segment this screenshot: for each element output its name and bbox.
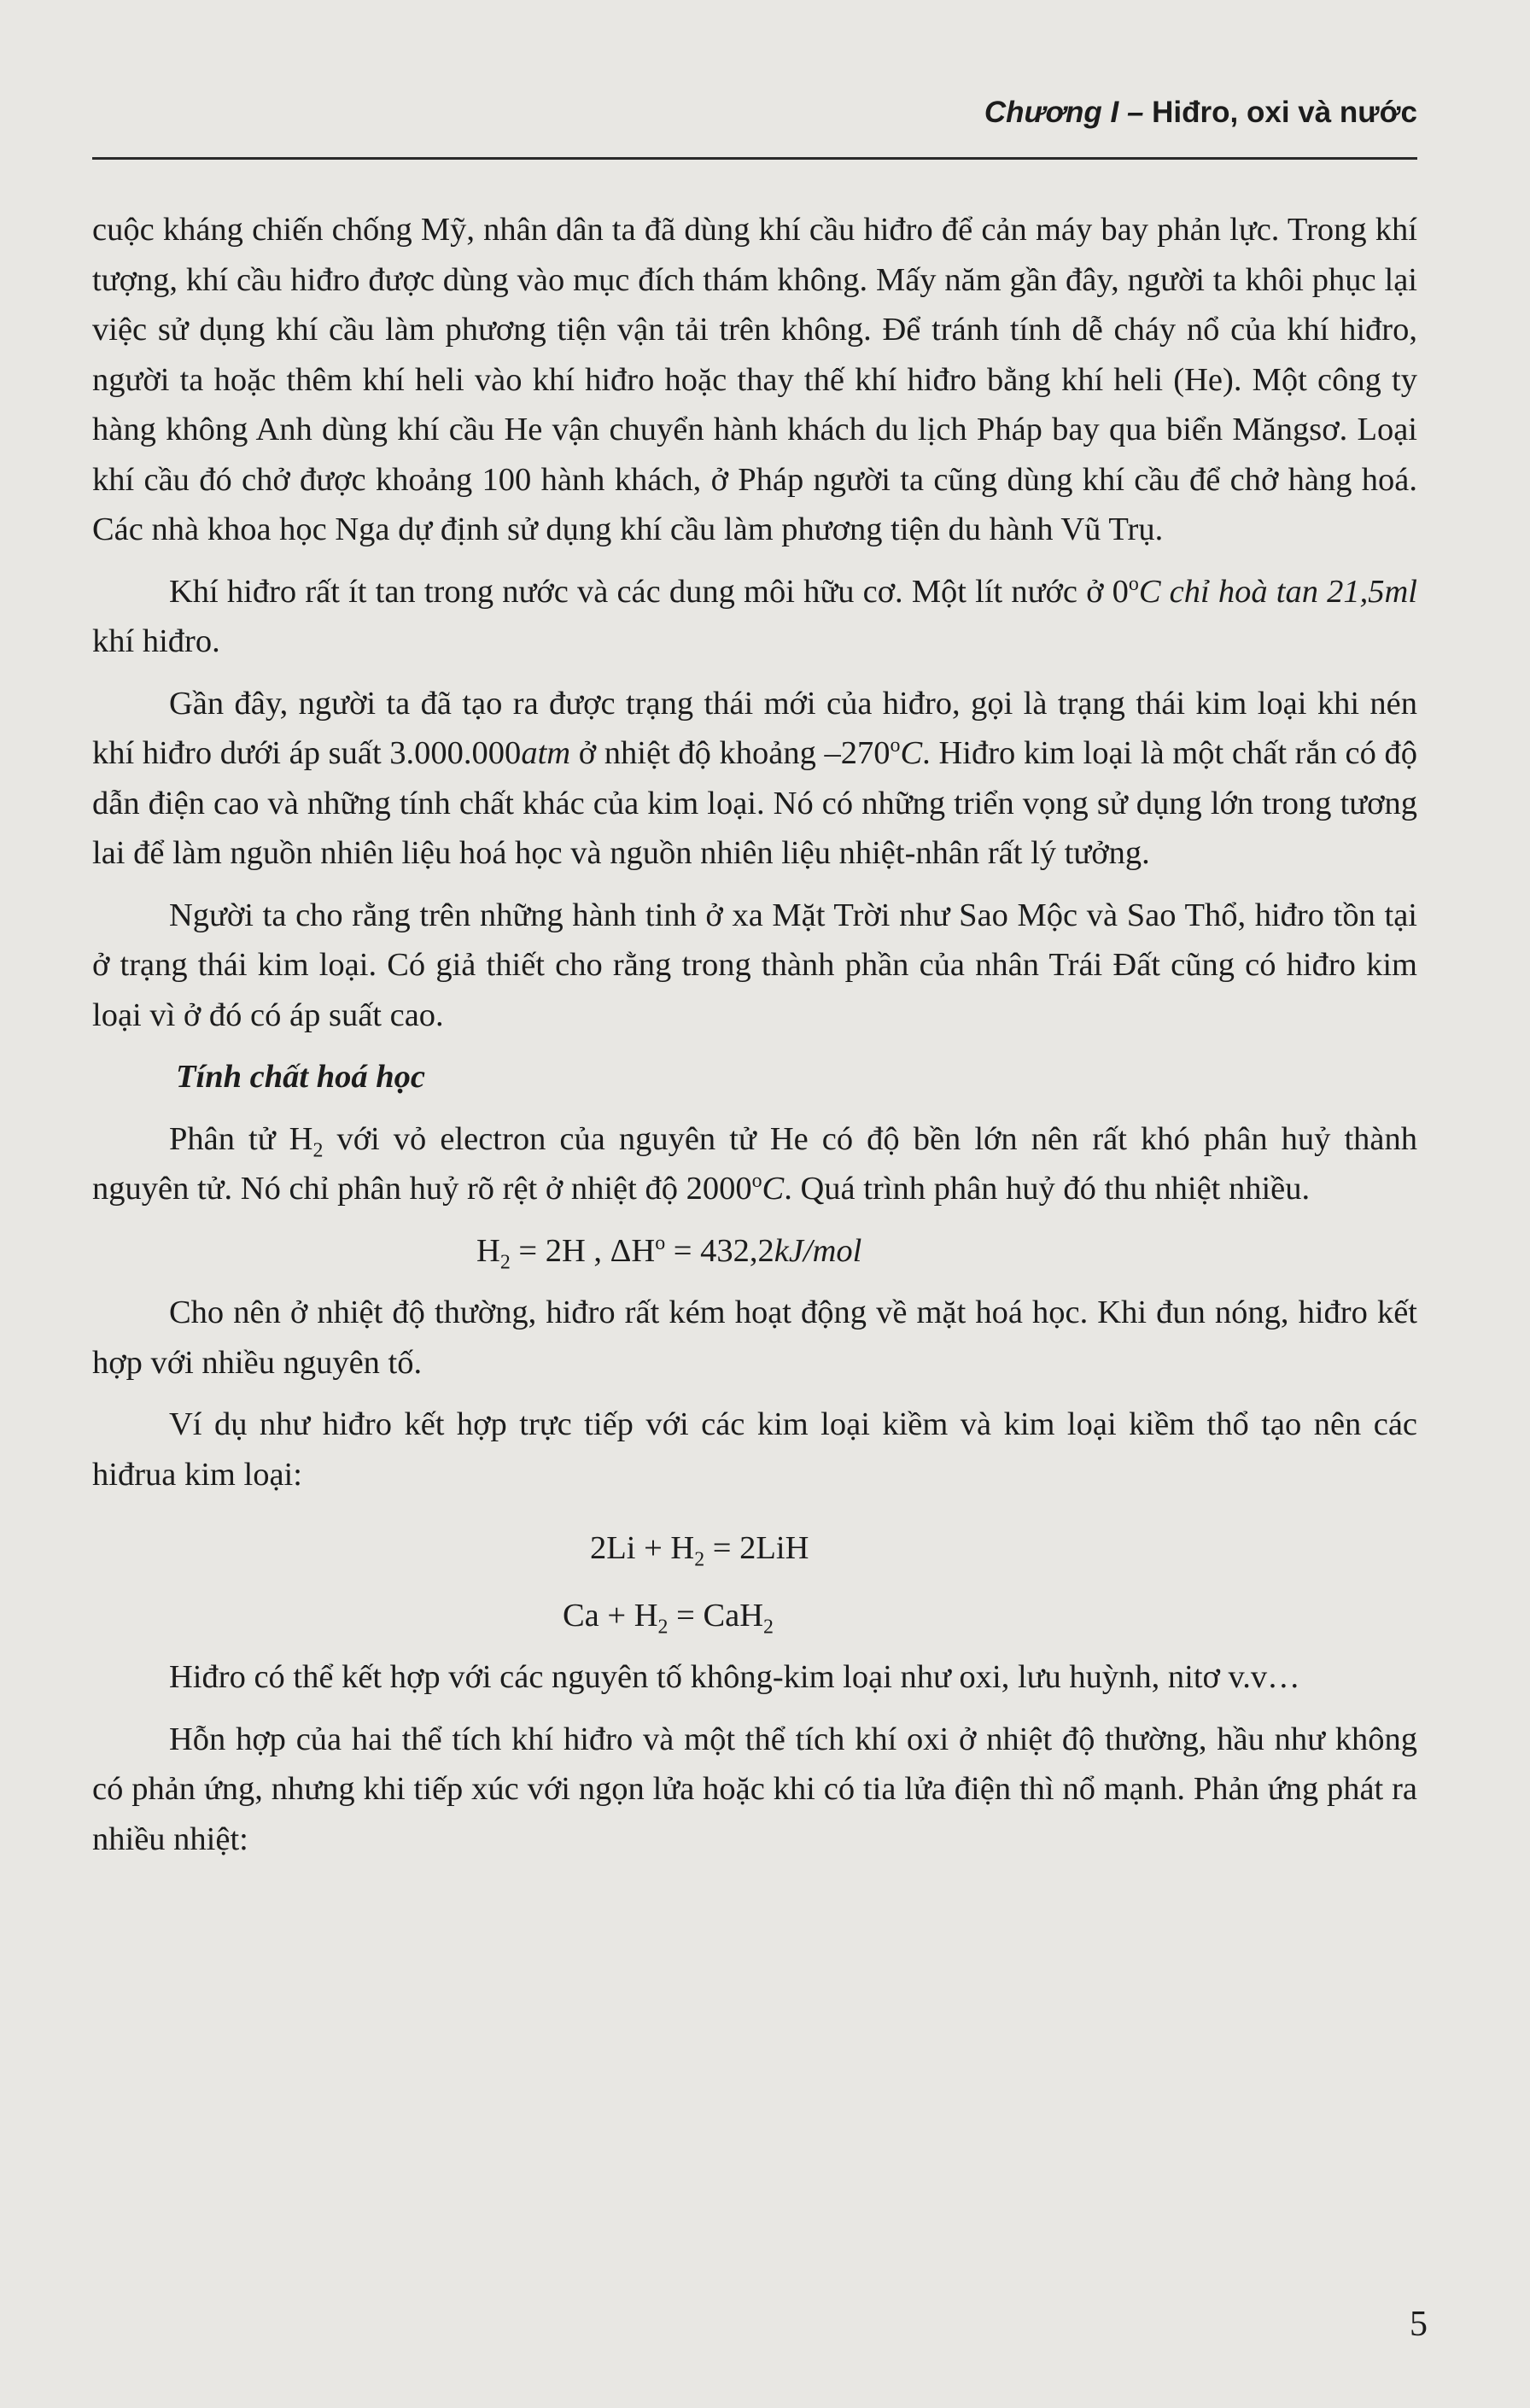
page-number: 5 bbox=[1410, 2305, 1428, 2344]
header-rule bbox=[92, 157, 1417, 160]
paragraph-low-reactivity: Cho nên ở nhiệt độ thường, hiđro rất kém hoạt động về mặt hoá học. Khi đun nóng, hiđro kết hợp với nhiều nguyên tố. bbox=[92, 1295, 1417, 1381]
running-header bbox=[92, 91, 1417, 135]
chapter-title: Hiđro, oxi và nước bbox=[1152, 96, 1417, 129]
equation-lithium-hydride: $2Li + H_2 = 2LiH$ bbox=[590, 1530, 809, 1571]
paragraph-nonmetals: Hiđro có thể kết hợp với các nguyên tố không-kim loại như oxi, lưu huỳnh, nitơ v.v… bbox=[169, 1659, 1300, 1695]
paragraph-solubility: Khí hiđro rất ít tan trong nước và các dung môi hữu cơ. Một lít nước ở 0$^o$C chỉ hoà tan 21,5ml khí hiđro. bbox=[92, 572, 1417, 659]
paragraph-oxyhydrogen: Hỗn hợp của hai thể tích khí hiđro và một thể tích khí oxi ở nhiệt độ thường, hầu như không có phản ứng, nhưng khi tiếp xúc với ngọn lửa hoặc khi có tia lửa điện thì nổ mạnh. Phản ứng phát ra nhiều nhiệt: bbox=[92, 1721, 1417, 1857]
equation-decomposition: $H_2 = 2H$ , $\Delta H^o = 432,2kJ/mol$ bbox=[476, 1231, 862, 1274]
paragraph-balloons: cuộc kháng chiến chống Mỹ, nhân dân ta đã dùng khí cầu hiđro để cản máy bay phản lực. Trong khí tượng, khí cầu hiđro được dùng vào mục đích thám không. Mấy năm gần đây, người ta khôi phục lại việc sử dụng khí cầu làm phương tiện vận tải trên không. Để tránh tính dễ cháy nổ của khí hiđro, người ta hoặc thêm khí heli vào khí hiđro hoặc thay thế khí hiđro bằng khí heli (He). Một công ty hàng không Anh dùng khí cầu He vận chuyển hành khách du lịch Pháp bay qua biển Măngsơ. Loại khí cầu đó chở được khoảng 100 hành khách, ở Pháp người ta cũng dùng khí cầu để chở hàng hoá. Các nhà khoa học Nga dự định sử dụng khí cầu làm phương tiện du hành Vũ Trụ. bbox=[92, 212, 1417, 547]
chapter-label: Chương I – bbox=[984, 96, 1153, 129]
paragraph-decomposition: Phân tử $H_2$ với vỏ electron của nguyên tử He có độ bền lớn nên rất khó phân huỷ thành nguyên tử. Nó chỉ phân huỷ rõ rệt ở nhiệt độ 2000$^o$C. Quá trình phân huỷ đó thu nhiệt nhiều. bbox=[92, 1120, 1417, 1207]
page-body bbox=[92, 205, 1417, 1864]
section-heading-chemical-properties: Tính chất hoá học bbox=[176, 1059, 426, 1095]
paragraph-planets: Người ta cho rằng trên những hành tinh ở xa Mặt Trời như Sao Mộc và Sao Thổ, hiđro tồn tại ở trạng thái kim loại. Có giả thiết cho rằng trong thành phần của nhân Trái Đất cũng có hiđro kim loại vì ở đó có áp suất cao. bbox=[92, 897, 1417, 1033]
paragraph-metallic-hydrogen: Gần đây, người ta đã tạo ra được trạng thái mới của hiđro, gọi là trạng thái kim loại khi nén khí hiđro dưới áp suất 3.000.000atm ở nhiệt độ khoảng –270$^o$C. Hiđro kim loại là một chất rắn có độ dẫn điện cao và những tính chất khác của kim loại. Nó có những triển vọng sử dụng lớn trong tương lai để làm nguồn nhiên liệu hoá học và nguồn nhiên liệu nhiệt-nhân rất lý tưởng. bbox=[92, 685, 1417, 871]
paragraph-hydrides: Ví dụ như hiđro kết hợp trực tiếp với các kim loại kiềm và kim loại kiềm thổ tạo nên các hiđrua kim loại: bbox=[92, 1406, 1417, 1493]
equation-calcium-hydride: $Ca + H_2 = CaH_2$ bbox=[563, 1597, 774, 1639]
